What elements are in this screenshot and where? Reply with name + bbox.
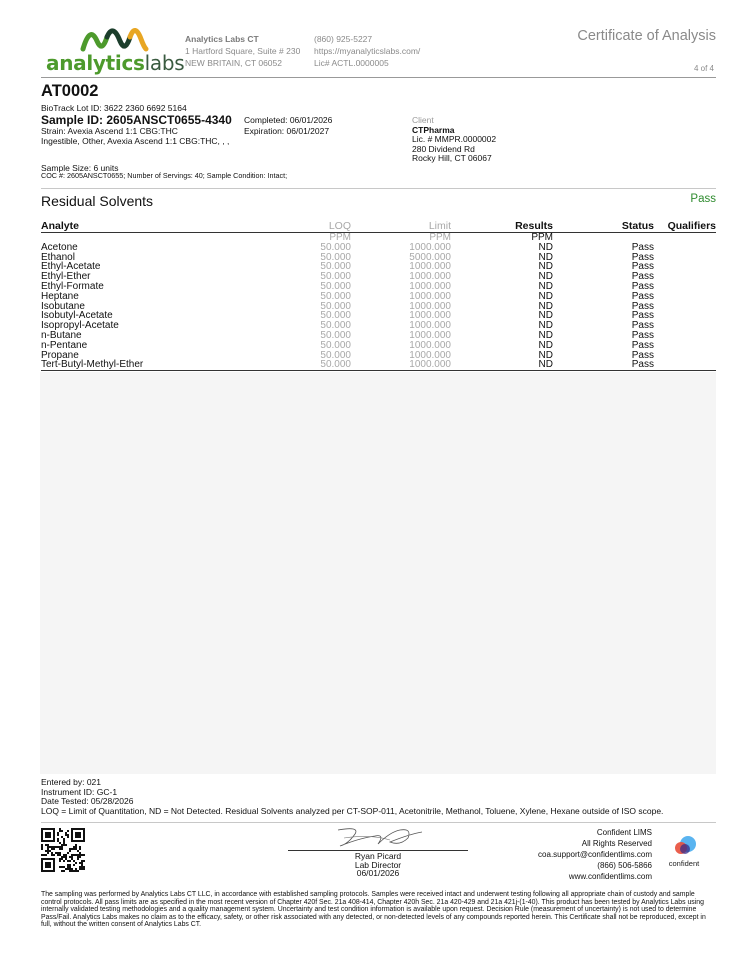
limit-cell: 1000.000 — [409, 329, 451, 341]
client-address2: Rocky Hill, CT 06067 — [412, 153, 492, 163]
result-cell: ND — [538, 310, 553, 322]
status-cell: Pass — [631, 261, 654, 273]
qualifier-cell — [654, 351, 716, 361]
result-cell: ND — [538, 280, 553, 292]
qualifier-cell — [654, 321, 716, 331]
section-status: Pass — [690, 193, 716, 205]
lab-address-line1: 1 Hartford Square, Suite # 230 — [185, 46, 301, 56]
confident-name: Confident LIMS — [596, 828, 652, 837]
result-cell: ND — [538, 329, 553, 341]
header-analyte: Analyte — [41, 220, 277, 233]
result-cell: ND — [538, 261, 553, 273]
limit-cell: 1000.000 — [409, 320, 451, 332]
table-row — [41, 331, 716, 341]
qualifier-cell — [654, 292, 716, 302]
qualifier-cell — [654, 360, 716, 370]
residual-solvents-table — [41, 220, 716, 371]
status-cell: Pass — [631, 300, 654, 312]
confident-website[interactable]: www.confidentlims.com — [568, 872, 652, 881]
confident-logo-icon — [664, 835, 704, 857]
confident-phone: (866) 506-5866 — [597, 861, 652, 870]
qualifier-cell — [654, 282, 716, 292]
analyte-cell: Ethyl-Ether — [41, 271, 91, 283]
result-cell: ND — [538, 241, 553, 253]
analyte-cell: Propane — [41, 349, 79, 361]
client-block — [412, 116, 496, 164]
result-cell: ND — [538, 349, 553, 361]
document-title: Certificate of Analysis — [577, 28, 716, 44]
lab-name: Analytics Labs CT — [185, 34, 259, 44]
result-cell: ND — [538, 320, 553, 332]
signer-name: Ryan Picard — [354, 851, 402, 861]
loq-cell: 50.000 — [320, 251, 351, 263]
confident-logo — [664, 835, 704, 869]
coc-info: COC #: 2605ANSCT0655; Number of Servings: 40; Sample Condition: Intact; — [41, 171, 288, 180]
expiration-date: Expiration: 06/01/2027 — [244, 126, 330, 136]
section-divider — [41, 188, 716, 189]
limit-cell: 1000.000 — [351, 360, 451, 370]
signature-block — [288, 852, 468, 878]
limit-cell: 1000.000 — [409, 261, 451, 273]
table-row — [41, 321, 716, 331]
signature — [330, 824, 430, 850]
qualifier-cell — [654, 262, 716, 272]
client-label: Client — [412, 115, 434, 125]
table-row — [41, 311, 716, 321]
confident-logo-text: confident — [668, 859, 700, 868]
table-body — [41, 233, 716, 371]
qualifier-cell — [654, 243, 716, 253]
header-loq: LOQ — [277, 220, 351, 233]
lab-address-line2: NEW BRITAIN, CT 06052 — [185, 58, 282, 68]
confident-email[interactable]: coa.support@confidentlims.com — [538, 850, 652, 859]
section-title: Residual Solvents — [41, 193, 154, 209]
table-row — [41, 302, 716, 312]
qualifier-cell — [654, 341, 716, 351]
header-limit: Limit — [351, 220, 451, 233]
client-name: CTPharma — [412, 124, 455, 135]
confident-info — [538, 827, 652, 882]
sample-id: Sample ID: 2605ANSCT0655-4340 — [41, 113, 232, 127]
status-cell: Pass — [631, 251, 654, 263]
status-cell: Pass — [553, 360, 654, 370]
loq-cell: 50.000 — [320, 261, 351, 273]
result-cell: ND — [538, 251, 553, 263]
table-row — [41, 341, 716, 351]
analyte-cell: n-Butane — [41, 329, 82, 341]
table-row — [41, 253, 716, 263]
status-cell: Pass — [631, 280, 654, 292]
analyte-cell: Isobutyl-Acetate — [41, 310, 113, 322]
limit-cell: 1000.000 — [409, 349, 451, 361]
header-results: Results — [451, 220, 553, 233]
footer-divider — [41, 822, 716, 823]
qualifier-cell — [654, 311, 716, 321]
table-row — [41, 360, 716, 370]
loq-cell: 50.000 — [320, 329, 351, 341]
qr-code-icon — [41, 828, 85, 872]
qualifier-cell — [654, 331, 716, 341]
limit-cell: 1000.000 — [409, 339, 451, 351]
table-row — [41, 243, 716, 253]
limit-cell: 1000.000 — [409, 241, 451, 253]
analytics-labs-logo — [46, 27, 185, 77]
unit-results: PPM — [531, 232, 553, 243]
notes-block — [41, 778, 663, 816]
table-row — [41, 292, 716, 302]
lab-contact-block — [314, 33, 420, 69]
lab-address-block — [185, 33, 300, 69]
logo-mark-icon — [80, 27, 150, 53]
confident-rights: All Rights Reserved — [581, 839, 652, 848]
lab-phone: (860) 925-5227 — [314, 34, 373, 44]
date-tested: Date Tested: 05/28/2026 — [41, 796, 134, 806]
sample-size: Sample Size: 6 units — [41, 163, 119, 173]
entered-by: Entered by: 021 — [41, 777, 102, 787]
qualifier-cell — [654, 272, 716, 282]
loq-cell: 50.000 — [320, 339, 351, 351]
client-address1: 280 Dividend Rd — [412, 143, 475, 154]
result-cell: ND — [538, 300, 553, 312]
loq-cell: 50.000 — [320, 310, 351, 322]
limit-cell: 1000.000 — [409, 300, 451, 312]
status-cell: Pass — [631, 339, 654, 351]
signer-title: Lab Director — [354, 859, 402, 870]
loq-cell: 50.000 — [320, 290, 351, 302]
analyte-cell: Heptane — [41, 290, 79, 302]
status-cell: Pass — [631, 329, 654, 341]
table-header-row — [41, 220, 716, 233]
page-number: 4 of 4 — [693, 64, 714, 73]
unit-limit: PPM — [429, 232, 451, 243]
units-row — [41, 233, 716, 243]
qualifier-cell — [654, 253, 716, 263]
header-divider — [41, 77, 716, 78]
limit-cell: 1000.000 — [409, 290, 451, 302]
logo-text-analytics: analytics — [46, 51, 145, 75]
logo-text-labs: labs — [144, 51, 185, 75]
result-cell: ND — [451, 360, 553, 370]
analyte-cell: Tert-Butyl-Methyl-Ether — [41, 360, 277, 370]
lab-website[interactable]: https://myanalyticslabs.com/ — [314, 46, 421, 56]
analyte-cell: Isopropyl-Acetate — [41, 320, 119, 332]
signature-icon — [330, 824, 430, 850]
table-row — [41, 262, 716, 272]
result-cell: ND — [538, 290, 553, 302]
content-background — [40, 372, 716, 774]
header-status: Status — [553, 220, 654, 233]
limit-cell: 1000.000 — [409, 280, 451, 292]
instrument-id: Instrument ID: GC-1 — [41, 786, 118, 797]
loq-cell: 50.000 — [320, 349, 351, 361]
lab-license: Lic# ACTL.0000005 — [314, 58, 389, 68]
header-qualifiers: Qualifiers — [654, 220, 716, 233]
analyte-cell: Isobutane — [41, 300, 85, 312]
table-row — [41, 282, 716, 292]
status-cell: Pass — [631, 320, 654, 332]
loq-cell: 50.000 — [277, 360, 351, 370]
analyte-cell: Acetone — [41, 241, 78, 253]
limit-cell: 1000.000 — [409, 310, 451, 322]
completed-date: Completed: 06/01/2026 — [244, 115, 333, 125]
loq-note: LOQ = Limit of Quantitation, ND = Not Detected. Residual Solvents analyzed per CT-SOP-011, Acetonitrile, Methanol, Toluene, Xylene, Hexane outside of ISO scope. — [41, 805, 664, 816]
result-cell: ND — [538, 339, 553, 351]
loq-cell: 50.000 — [320, 241, 351, 253]
status-cell: Pass — [631, 271, 654, 283]
sample-code: AT0002 — [41, 82, 99, 100]
limit-cell: 1000.000 — [409, 271, 451, 283]
loq-cell: 50.000 — [320, 300, 351, 312]
status-cell: Pass — [631, 290, 654, 302]
limit-cell: 5000.000 — [409, 251, 451, 263]
table-row — [41, 272, 716, 282]
disclaimer: The sampling was performed by Analytics Labs CT LLC, in accordance with established sampling protocols. Samples were received intact and underwent testing following all appropriate chain of custody and sample control protocols. All pass limits are as specified in the most recent version of Chapter 420f Sec. 21a 408-414, Chapter 420h Sec. 21a 420-429 and 21a 421j-(1-40). This product has been tested by Analytics Labs using internally validated testing methodologies and a quality management system. Uncertainty and test condition information is available upon request. Decision Rule (measurement of uncertainty) is not used to determine Pass/Fail. Analytics Labs makes no claim as to the efficacy, safety, or other risk associated with any detected, or non-detected levels of any compounds reported herein. This Certificate shall not be reproduced, except in full, without the written consent of Analytics Labs CT. — [41, 891, 706, 929]
biotrack-id: BioTrack Lot ID: 3622 2360 6692 5164 — [41, 103, 187, 113]
analyte-cell: Ethyl-Formate — [41, 280, 104, 292]
result-cell: ND — [538, 271, 553, 283]
loq-cell: 50.000 — [320, 271, 351, 283]
client-license: Lic. # MMPR.0000002 — [412, 134, 497, 144]
status-cell: Pass — [631, 241, 654, 253]
loq-cell: 50.000 — [320, 280, 351, 292]
sample-category: Ingestible, Other, Avexia Ascend 1:1 CBG:THC, , , — [41, 136, 230, 146]
analyte-cell: n-Pentane — [41, 339, 88, 351]
signature-date: 06/01/2026 — [356, 868, 400, 878]
qualifier-cell — [654, 302, 716, 312]
analyte-cell: Ethyl-Acetate — [41, 261, 101, 273]
qr-code[interactable] — [41, 828, 85, 872]
loq-cell: 50.000 — [320, 320, 351, 332]
sample-strain: Strain: Avexia Ascend 1:1 CBG:THC — [41, 126, 178, 136]
unit-loq: PPM — [329, 232, 351, 243]
analyte-cell: Ethanol — [41, 251, 75, 263]
status-cell: Pass — [631, 349, 654, 361]
status-cell: Pass — [631, 310, 654, 322]
